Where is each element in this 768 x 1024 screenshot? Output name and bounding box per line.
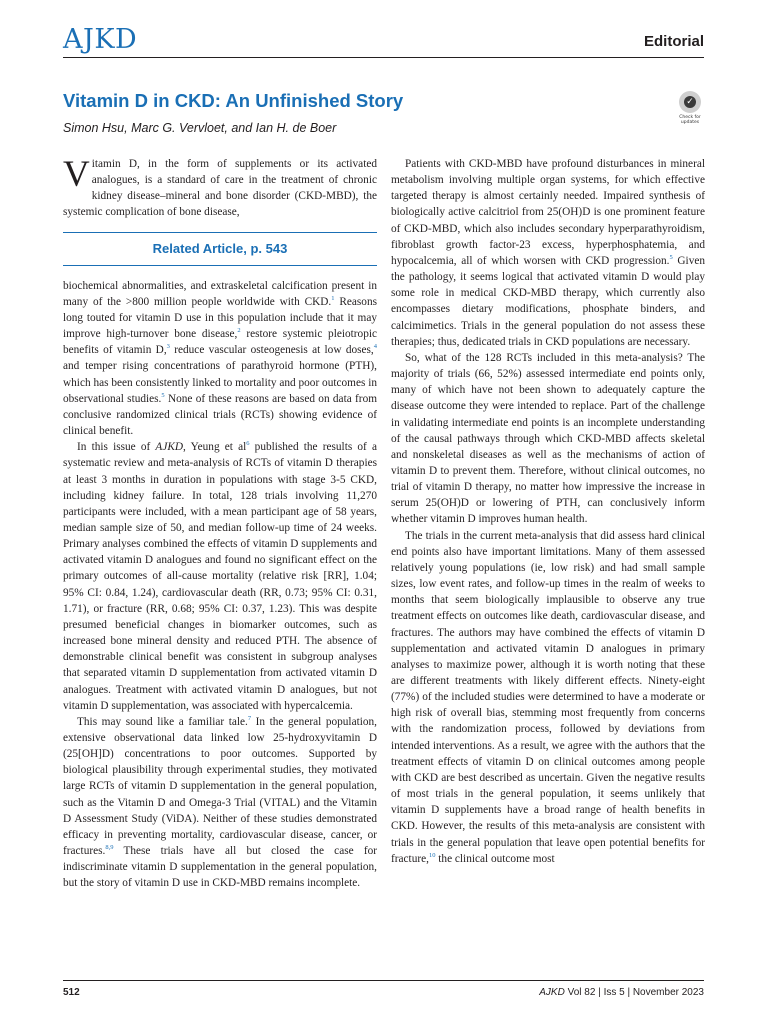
ref-link[interactable]: 8,9: [105, 844, 114, 852]
section-label: Editorial: [643, 33, 704, 50]
ref-link[interactable]: 6: [246, 440, 250, 448]
ref-link[interactable]: 4: [373, 343, 377, 351]
familiar-tale-paragraph: This may sound like a familiar tale.$^7$ In the general population, extensive observational data linked low 25-hydroxyvitamin D (25[OH]D) concentrations to poor outcomes. Supported by biological plausibility through experimental studies, they motivated large RCTs of vitamin D supplementation in the general population, such as the Vitamin D and Omega-3 Trial (VITAL) and the Vitamin D Assessment Study (ViDA). Neither of these studies demonstrated efficacy in preventing mortality, cardiovascular disease, cancer, or fractures.$^{8,9}$ These trials have all but closed the case for indiscriminate vitamin D supplementation in the general population, but the story of vitamin D use in CKD-MBD remains incomplete.: [63, 714, 377, 890]
journal-citation: [539, 987, 704, 998]
author-list: Simon Hsu, Marc G. Vervloet, and Ian H. de Boer: [63, 121, 337, 135]
intro-paragraph: Vitamin D, in the form of supplements or its activated analogues, is a standard of care in the treatment of chronic kidney disease–mineral and bone disorder (CKD-MBD), the systemic complication of bone disease,: [63, 154, 377, 219]
intro-paragraph-cont: biochemical abnormalities, and extraskeletal calcification present in many of the >800 million people worldwide with CKD.$^1$ Reasons long touted for vitamin D use in this population include that it may improve high-turnover bone disease,$^2$ restore systemic pleiotropic benefits of vitamin D,$^3$ reduce vascular osteogenesis at low doses,$^4$ and temper rising concentrations of parathyroid hormone (PTH), which has been consistently linked to mortality and poor outcomes in observational studies.$^5$ None of these reasons are based on data from conclusive randomized clinical trials (RCTs) showing evidence of clinical benefit.: [63, 279, 378, 438]
left-column: [63, 156, 377, 892]
ref-link[interactable]: 2: [237, 327, 241, 335]
ref-link[interactable]: 3: [166, 343, 170, 351]
ref-link[interactable]: 10: [428, 851, 436, 859]
footer-divider: [63, 980, 704, 981]
meta-analysis-paragraph: In this issue of AJKD, Yeung et $al^6$ published the results of a systematic review and meta-analysis of RCTs of vitamin D therapies at least 3 months in duration in populations with stage 3-5 CKD, including kidney failure. In total, 128 trials involving 11,270 participants were included, with a mean participant age of 58 years, median sample size of 50, and median follow-up time of 24 weeks. Primary analyses combined the effects of vitamin D supplements and activated vitamin D analogues and found no significant effect on the primary outcomes of all-cause mortality (relative risk [RR], 1.04; 95% CI: 0.84, 1.24), cardiovascular death (RR, 0.73; 95% CI: 0.31, 1.71), or fracture (RR, 0.68; 95% CI: 0.37, 1.23). This was despite presumed beneficial changes in biomarker outcomes, such as increased bone mineral density and reduced PTH. The absence of demonstrable clinical benefit was consistent in subgroup analyses that separated vitamin D supplementation from activated vitamin D analogues. Treatment with activated vitamin D analogues, but not vitamin D supplementation, was associated with hypercalcemia.: [63, 440, 377, 712]
article-title: Vitamin D in CKD: An Unfinished Story: [63, 90, 404, 111]
check-updates-label: Check for updates: [679, 115, 701, 125]
drop-cap: V: [63, 154, 90, 195]
issue-info: Vol 82 | Iss 5 | November 2023: [567, 987, 704, 998]
journal-name: AJKD: [539, 987, 565, 998]
ref-link[interactable]: 5: [161, 391, 165, 399]
ckd-mbd-paragraph: Patients with CKD-MBD have profound disturbances in mineral metabolism involving multiple organ systems, for which effective targeted therapy is almost certainly needed. Impaired synthesis of biologically active calcitriol from 25(OH)D is one prominent feature of CKD-MBD, which also includes secondary hyperparathyroidism, fibroblast growth factor-23 excess, hyperphosphatemia, and hypocalcemia, all of which worsen with CKD progression.$^5$ Given the pathology, it seems logical that activated vitamin D would play some role in medical CKD-MBD therapy, which currently also encompasses dietary modifications, phosphate binders, and calcimimetics. Trials in the general population do not assess these therapies; thus, dedicated trials in CKD populations are necessary.: [391, 158, 706, 348]
check-updates-icon: ✓: [679, 91, 701, 113]
ref-link[interactable]: 7: [247, 714, 252, 722]
page-number: 512: [63, 987, 80, 998]
journal-logo: AJKD: [63, 24, 138, 55]
related-article-link[interactable]: Related Article, p. 543: [152, 240, 288, 256]
rct-paragraph: So, what of the 128 RCTs included in this meta-analysis? The majority of trials (66, 52%) assessed intermediate end points only, many of which have not been shown to adequately capture the disease outcome they were intended to replace. Part of the challenge in validating intermediate end points is an incomplete understanding of the causal pathways through which CKD-MBD affects skeletal and nonskeletal diseases as well as the mechanisms of action of vitamin D to prevent them. Therefore, without clinical outcomes, no trial of vitamin D therapy, no matter how impressive the increase in serum 25(OH)D or lowering of PTH, can conclusively inform whether vitamin D improves human health.: [391, 351, 705, 526]
ref-link[interactable]: 1: [331, 294, 335, 302]
ref-link[interactable]: 5: [669, 253, 673, 261]
header-divider: [63, 57, 704, 58]
limitations-paragraph: The trials in the current meta-analysis that did assess hard clinical end points also have important limitations. Many of them assessed relatively young populations (ie, low risk) and had small sample sizes, low event rates, and follow-up times in the realm of weeks to months that seem biologically implausible to observe any true treatment effects on outcomes like death, cardiovascular disease, and fractures. The authors may have combined the effects of vitamin D supplementation and activated vitamin D analogues in primary analyses to maximize power, although it is worth noting that these are different treatments with likely different effects. Ninety-eight (77%) of the included studies were determined to have a moderate or high risk of overall bias, stemming most frequently from concerns with the randomization process, followed by deviations from intended interventions. As a result, we agree with the authors that the treatment effects of vitamin D on clinical outcomes among people with CKD are best described as uncertain. Given the negative results of most trials in the general population, it seems unlikely that vitamin D supplements have a broad range of health benefits in CKD. However, the results of this meta-analysis are consistent with trials in the general population that leave open potential benefits for fracture,$^{10}$ the clinical outcome most: [391, 529, 705, 865]
related-article-box[interactable]: [63, 232, 377, 266]
check-for-updates-badge[interactable]: [675, 91, 705, 125]
right-column: [391, 156, 705, 867]
